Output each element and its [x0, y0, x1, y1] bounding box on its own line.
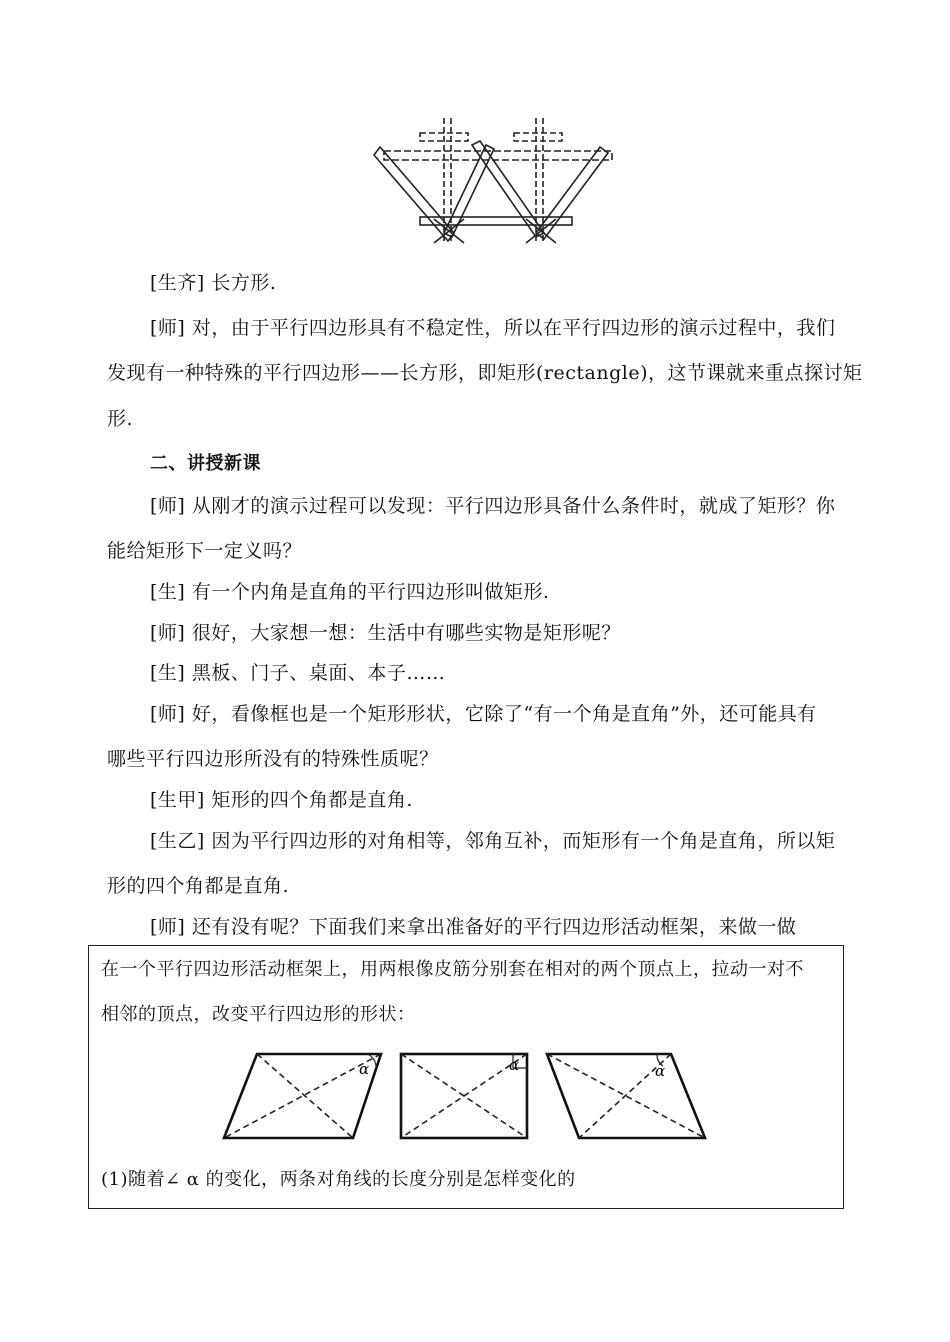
- question-text: (1)随着∠ α 的变化，两条对角线的长度分别是怎样变化的: [101, 1169, 576, 1190]
- dialogue-line: 能给矩形下一定义吗？: [107, 540, 303, 562]
- stick-frame-figure: [372, 115, 624, 250]
- dialogue-line: [师] 好，看像框也是一个矩形形状，它除了“有一个角是直角”外，还可能具有: [150, 703, 817, 725]
- dialogue-line: [生] 黑板、门子、桌面、本子……: [150, 662, 446, 684]
- dialogue-line: [生乙] 因为平行四边形的对角相等，邻角互补，而矩形有一个角是直角，所以矩: [150, 830, 836, 852]
- parallelogram-figure-right: [543, 1050, 709, 1144]
- dialogue-line: [生] 有一个内角是直角的平行四边形叫做矩形.: [150, 581, 550, 603]
- dialogue-line: [生甲] 矩形的四个角都是直角.: [150, 789, 413, 811]
- dialogue-line: 发现有一种特殊的平行四边形——长方形，即矩形(rectangle)，这节课就来重点探讨矩: [107, 362, 863, 384]
- dialogue-line: [师] 还有没有呢？下面我们来拿出准备好的平行四边形活动框架，来做一做: [150, 916, 797, 938]
- parallelogram-figure-left: [221, 1050, 391, 1144]
- section-heading: 二、讲授新课: [150, 453, 261, 474]
- angle-alpha-label: α: [509, 1056, 520, 1074]
- activity-box: [88, 945, 844, 1209]
- dialogue-line: 哪些平行四边形所没有的特殊性质呢？: [107, 748, 439, 770]
- rectangle-figure-middle: [397, 1050, 533, 1144]
- activity-text: 相邻的顶点，改变平行四边形的形状：: [101, 1004, 416, 1025]
- angle-alpha-label: α: [655, 1062, 666, 1080]
- dialogue-line: [师] 对，由于平行四边形具有不稳定性，所以在平行四边形的演示过程中，我们: [150, 317, 836, 339]
- dialogue-line: [师] 从刚才的演示过程可以发现：平行四边形具备什么条件时，就成了矩形？你: [150, 495, 836, 517]
- dialogue-line: [师] 很好，大家想一想：生活中有哪些实物是矩形呢？: [150, 622, 621, 644]
- activity-text: 在一个平行四边形活动框架上，用两根像皮筋分别套在相对的两个顶点上，拉动一对不: [101, 959, 804, 980]
- angle-alpha-label: α: [359, 1060, 370, 1078]
- dialogue-line: [生齐] 长方形.: [150, 272, 277, 294]
- dialogue-line: 形的四个角都是直角.: [107, 875, 290, 897]
- dialogue-line: 形.: [107, 408, 134, 430]
